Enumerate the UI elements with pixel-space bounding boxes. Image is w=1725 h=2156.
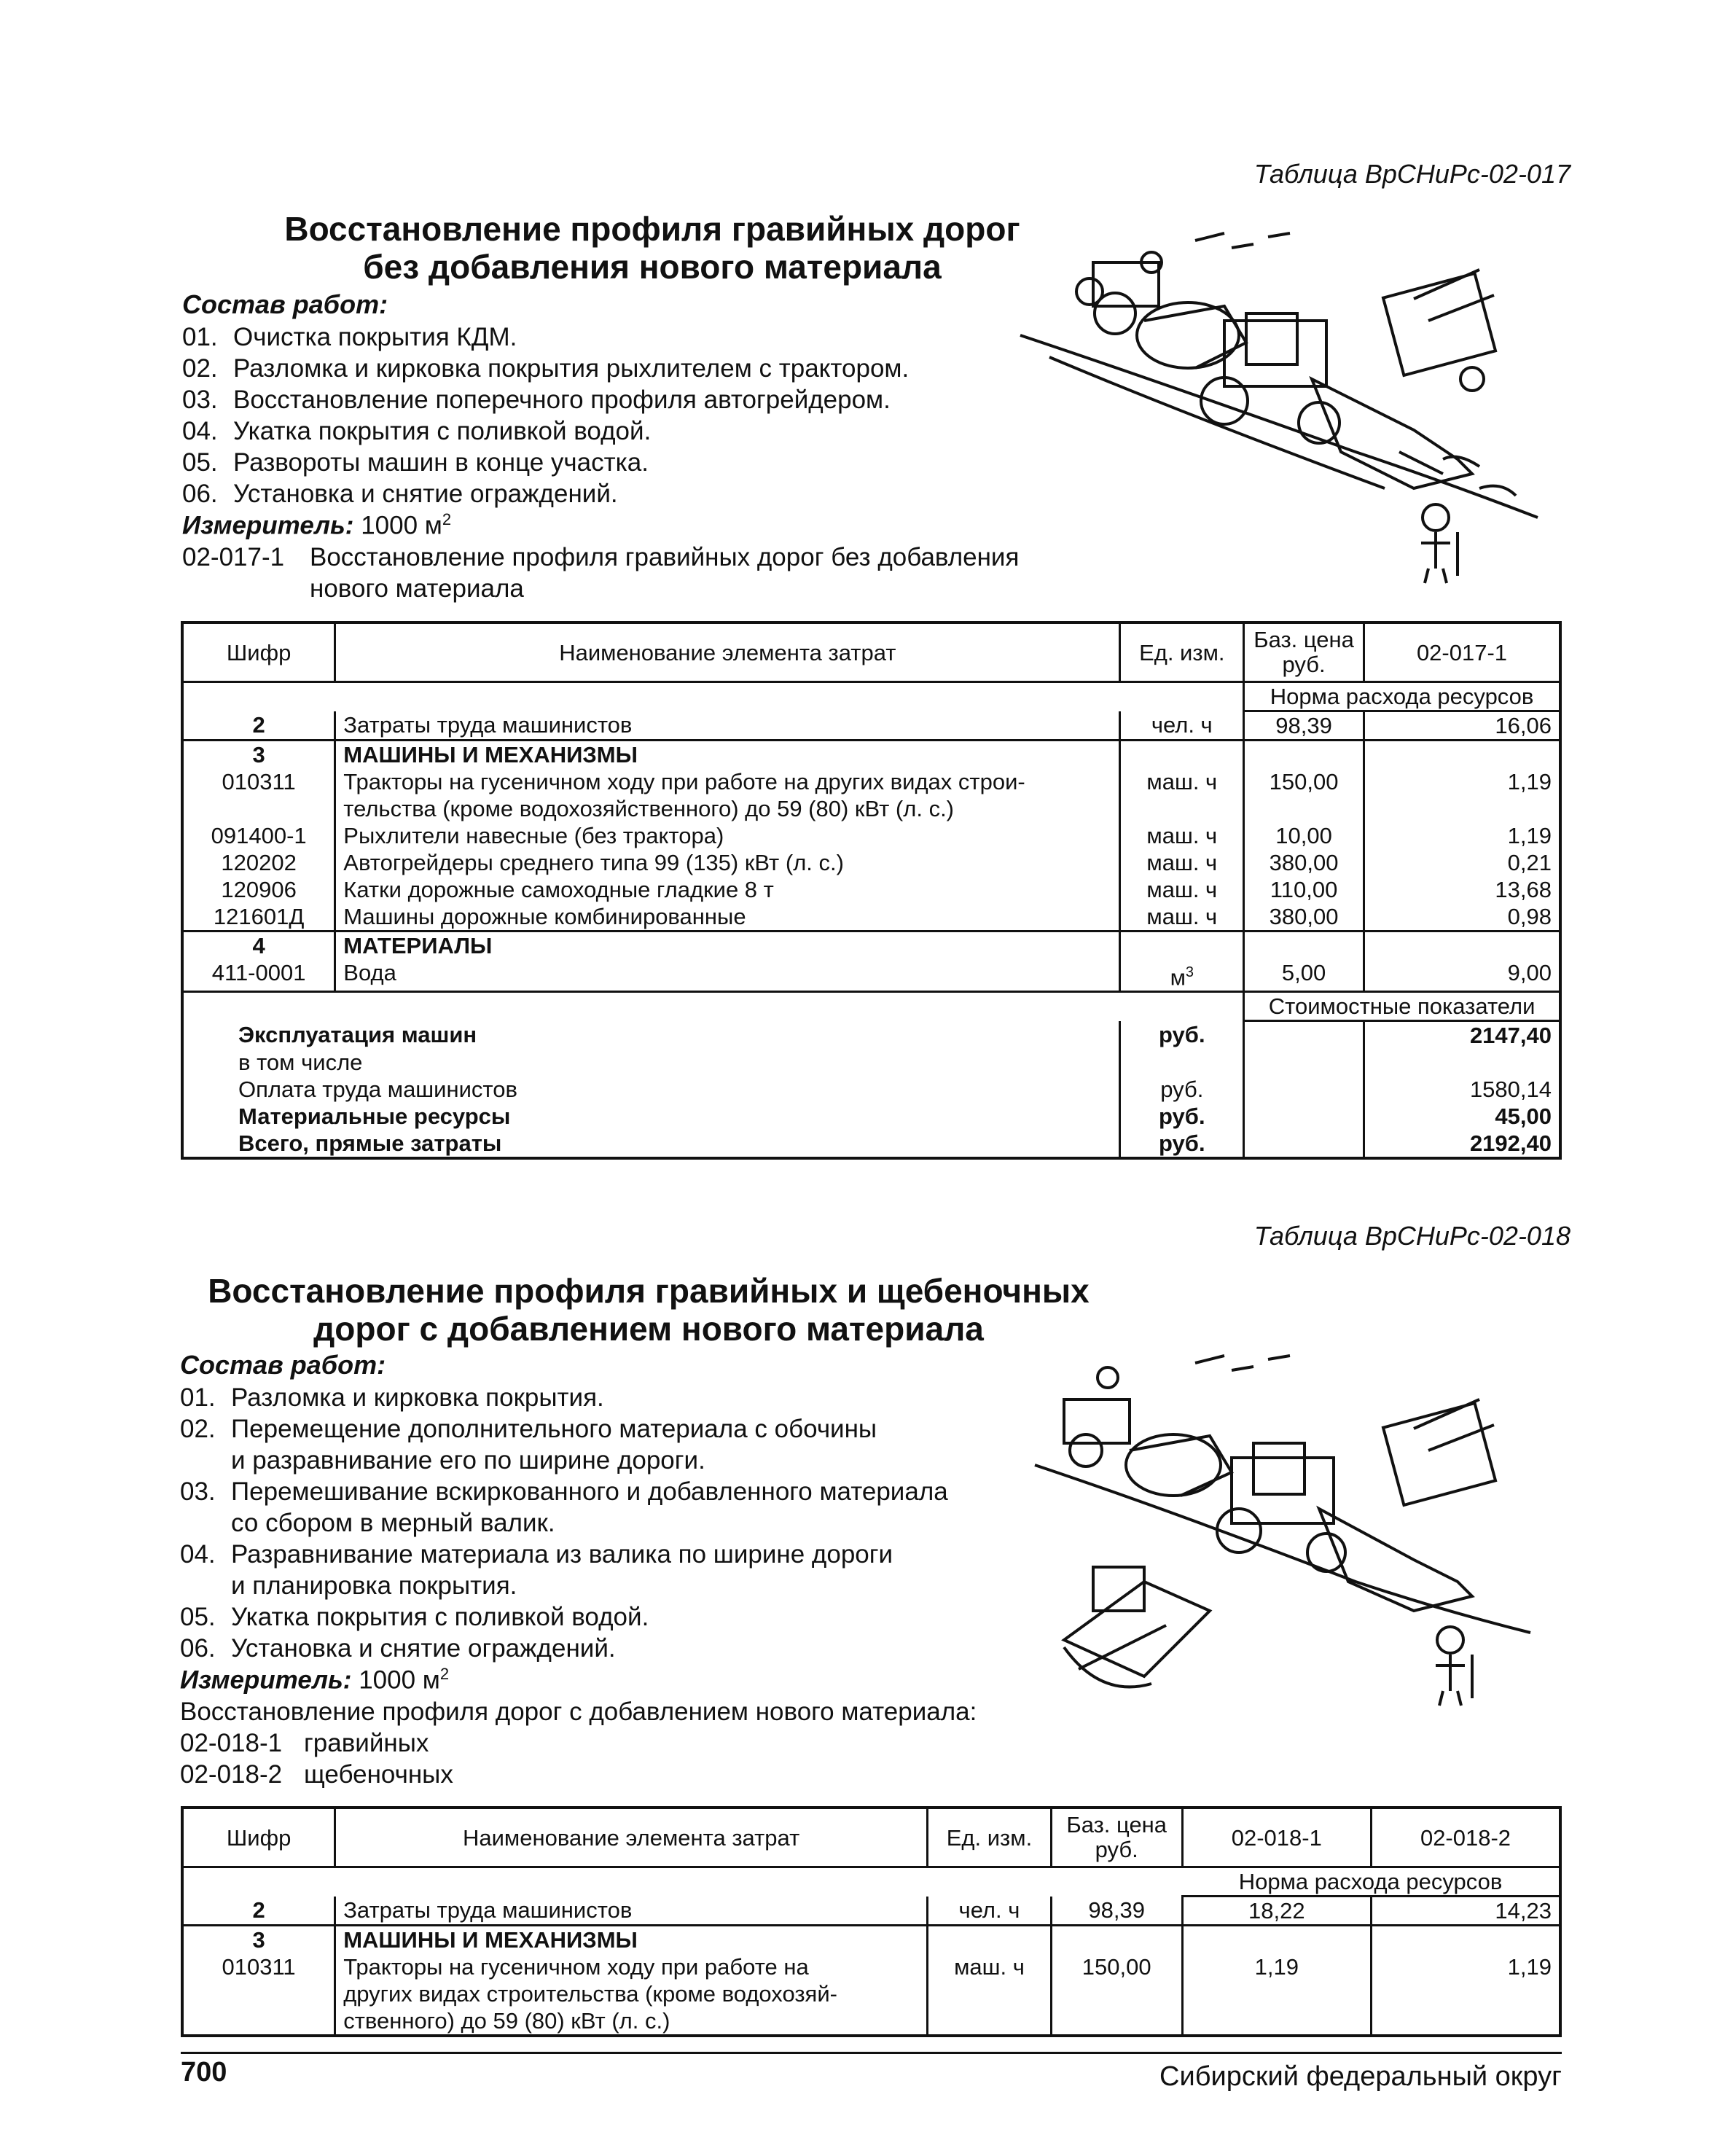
region-name: Сибирский федеральный округ: [1159, 2061, 1562, 2092]
col-header: Баз. цена руб.: [1244, 622, 1364, 682]
work-item: 06. Установка и снятие ограждений.: [182, 480, 618, 508]
road-machinery-illustration: [1006, 211, 1545, 590]
summary-row: Всего, прямые затраты руб. 2192,40: [182, 1130, 1560, 1158]
work-item: 04. Укатка покрытия с поливкой водой.: [182, 417, 652, 445]
col-header: Наименование элемента затрат: [335, 1808, 928, 1867]
table-row: 2 Затраты труда машинистов чел. ч 98,39 18,22 14,23: [182, 1897, 1560, 1926]
works-list: [180, 1382, 1018, 1664]
table-row: 3 МАШИНЫ И МЕХАНИЗМЫ: [182, 1926, 1560, 1954]
table-header: [182, 622, 1560, 682]
road-machinery-illustration: [1020, 1334, 1545, 1713]
summary-row: Оплата труда машинистов руб. 1580,14: [182, 1076, 1560, 1103]
works-list: [182, 321, 1020, 509]
col-header: Шифр: [182, 1808, 335, 1867]
work-item: 03. Перемешивание вскиркованного и добавленного материала: [180, 1477, 948, 1506]
table-row: 010311 Тракторы на гусеничном ходу при работе на других видах строительства (кроме водохозяй- ственного) до 59 (80) кВт (л. с.) маш. ч 150,00 1,19 1,19: [182, 1953, 1560, 2036]
table-row: 120202 Автогрейдеры среднего типа 99 (135) кВт (л. с.) маш. ч 380,00 0,21: [182, 849, 1560, 876]
work-item: 02. Разломка и кирковка покрытия рыхлителем с трактором.: [182, 354, 910, 383]
table-row: 120906 Катки дорожные самоходные гладкие 8 т маш. ч 110,00 13,68: [182, 876, 1560, 903]
summary-row: в том числе: [182, 1049, 1560, 1076]
resource-table: [181, 621, 1562, 1160]
table-row: 3 МАШИНЫ И МЕХАНИЗМЫ: [182, 741, 1560, 769]
summary-row: Эксплуатация машин руб. 2147,40: [182, 1021, 1560, 1050]
norma-row: Норма расхода ресурсов: [182, 682, 1560, 711]
title-line: Восстановление профиля гравийных и щебеночных: [208, 1272, 1090, 1310]
table-row: 010311 Тракторы на гусеничном ходу при работе на других видах строи- тельства (кроме водохозяйственного) до 59 (80) кВт (л. с.) маш. ч 150,00 1,19: [182, 768, 1560, 822]
codes-block: Восстановление профиля дорог с добавлением нового материала: 02-018-1 гравийных 02-018-2 щебеночных: [180, 1698, 977, 1789]
work-item: 03. Восстановление поперечного профиля автогрейдером.: [182, 386, 891, 414]
work-item: со сбором в мерный валик.: [231, 1509, 555, 1537]
stoim-row: Стоимостные показатели: [182, 992, 1560, 1021]
code-line: 02-017-1 Восстановление профиля гравийных дорог без добавления нового материала: [182, 543, 1020, 603]
col-header: Баз. цена руб.: [1051, 1808, 1182, 1867]
col-header: Наименование элемента затрат: [335, 622, 1120, 682]
footer-rule: [181, 2052, 1562, 2054]
table-label: Таблица ВрСНиРс-02-018: [1253, 1221, 1571, 1251]
table-row: 091400-1 Рыхлители навесные (без трактора) маш. ч 10,00 1,19: [182, 822, 1560, 849]
table-row: 4 МАТЕРИАЛЫ: [182, 931, 1560, 960]
code-line: 02-018-1 гравийных: [180, 1729, 429, 1757]
work-item: 05. Развороты машин в конце участка.: [182, 448, 649, 477]
title-line: без добавления нового материала: [363, 248, 942, 286]
table-label: Таблица ВрСНиРс-02-017: [1253, 159, 1571, 189]
col-header: 02-018-1: [1182, 1808, 1371, 1867]
work-item: 06. Установка и снятие ограждений.: [180, 1634, 616, 1663]
table-header: [182, 1808, 1560, 1867]
col-header: Ед. изм.: [1120, 622, 1244, 682]
work-item: 01. Разломка и кирковка покрытия.: [180, 1383, 604, 1412]
norma-row: Норма расхода ресурсов: [182, 1867, 1560, 1897]
works-heading: Состав работ:: [180, 1350, 386, 1380]
measure: Измеритель: 1000 $м^2$: [182, 510, 452, 540]
title-line: дорог с добавлением нового материала: [313, 1310, 984, 1348]
col-header: 02-017-1: [1364, 622, 1560, 682]
works-heading: Состав работ:: [182, 289, 388, 319]
page-number: 700: [181, 2057, 227, 2087]
table-row: 121601Д Машины дорожные комбинированные маш. ч 380,00 0,98: [182, 903, 1560, 931]
measure: Измеритель: 1000 $м^2$: [180, 1665, 450, 1695]
work-item: и разравнивание его по ширине дороги.: [231, 1446, 705, 1475]
code-line: 02-018-2 щебеночных: [180, 1760, 453, 1789]
summary-row: Материальные ресурсы руб. 45,00: [182, 1103, 1560, 1130]
section-title: [240, 210, 1064, 286]
work-item: и планировка покрытия.: [231, 1571, 517, 1600]
table-row: 411-0001 Вода $м^3$ 5,00 9,00: [182, 959, 1560, 992]
work-item: 02. Перемещение дополнительного материала с обочины: [180, 1415, 877, 1443]
work-item: 01. Очистка покрытия КДМ.: [182, 323, 517, 351]
col-header: Шифр: [182, 622, 335, 682]
table-row: 2 Затраты труда машинистов чел. ч 98,39 16,06: [182, 711, 1560, 741]
col-header: 02-018-2: [1372, 1808, 1560, 1867]
col-header: Ед. изм.: [928, 1808, 1052, 1867]
resource-table: [181, 1806, 1562, 2037]
work-item: 04. Разравнивание материала из валика по ширине дороги: [180, 1540, 893, 1569]
title-line: Восстановление профиля гравийных дорог: [284, 210, 1020, 248]
work-item: 05. Укатка покрытия с поливкой водой.: [180, 1603, 649, 1631]
section-title: [168, 1272, 1130, 1348]
